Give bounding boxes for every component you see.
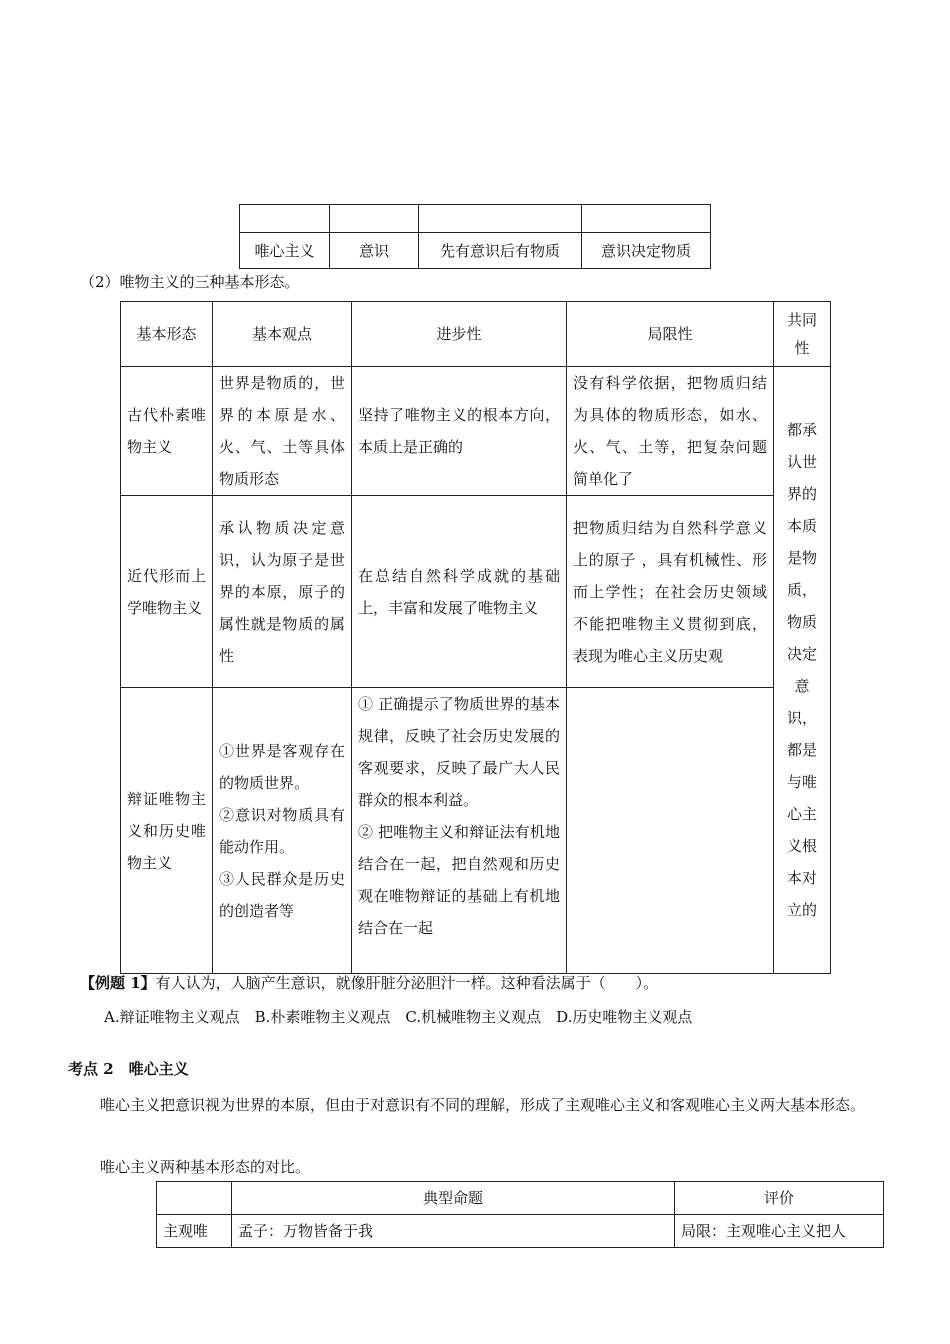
example-question <box>80 972 658 993</box>
header-cell <box>157 1182 232 1215</box>
materialism-forms-table <box>120 301 831 974</box>
example-label: 【例题 1】 <box>80 974 156 992</box>
header-cell: 局限性 <box>567 302 774 367</box>
idealism-table <box>156 1181 884 1248</box>
form-view <box>213 688 352 974</box>
progress-item: ② 把唯物主义和辩证法有机地结合在一起，把自然观和历史观在唯物辩证的基础上有机地结合在一起 <box>358 823 560 937</box>
section-heading: （2）唯物主义的三种基本形态。 <box>80 273 300 291</box>
header-cell: 评价 <box>675 1182 884 1215</box>
form-view: 承认物质决定意识，认为原子是世界的本原，原子的属性就是物质的属性 <box>213 496 352 688</box>
form-limit: 把物质归结为自然科学意义上的原子 ，具有机械性、形而上学性；在社会历史领域不能把唯物主义贯彻到底，表现为唯心主义历史观 <box>567 496 774 688</box>
header-cell: 基本形态 <box>121 302 213 367</box>
table-cell: 主观唯 <box>157 1215 232 1248</box>
top-table-empty-cell <box>240 205 330 233</box>
view-item: ②意识对物质具有能动作用。 <box>219 805 345 856</box>
form-progress: 坚持了唯物主义的根本方向，本质上是正确的 <box>352 367 567 496</box>
top-table-empty-cell <box>330 205 419 233</box>
form-limit: 没有科学依据，把物质归结为具体的物质形态，如水、火、气、土等，把复杂问题简单化了 <box>567 367 774 496</box>
progress-item: ① 正确提示了物质世界的基本规律，反映了社会历史发展的客观要求，反映了最广大人民群众的根本利益。 <box>358 695 560 809</box>
table-cell: 局限：主观唯心主义把人 <box>675 1215 884 1248</box>
form-progress <box>352 688 567 974</box>
top-table-cell: 先有意识后有物质 <box>419 233 582 269</box>
form-name: 近代形而上学唯物主义 <box>121 496 213 688</box>
common-cell: 都承认世界的本质是物质，物质决定意识，都是与唯心主义根本对立的 <box>774 367 831 974</box>
form-view: 世界是物质的，世界的本原是水、火、气、土等具体物质形态 <box>213 367 352 496</box>
view-item: ③人民群众是历史的创造者等 <box>219 869 345 920</box>
header-cell: 共同性 <box>774 302 831 367</box>
kaodian-title: 考点 2 唯心主义 <box>68 1060 189 1078</box>
example-options: A.辩证唯物主义观点 B.朴素唯物主义观点 C.机械唯物主义观点 D.历史唯物主义观点 <box>104 1008 693 1026</box>
header-cell: 典型命题 <box>232 1182 675 1215</box>
example-text: 有人认为，人脑产生意识，就像肝脏分泌胆汁一样。这种看法属于（ ）。 <box>155 974 659 992</box>
form-name: 辩证唯物主义和历史唯物主义 <box>121 688 213 974</box>
top-table-empty-cell <box>582 205 711 233</box>
kaodian-paragraph-2: 唯心主义两种基本形态的对比。 <box>100 1158 311 1176</box>
header-cell: 进步性 <box>352 302 567 367</box>
table-cell: 孟子：万物皆备于我 <box>232 1215 675 1248</box>
top-table-empty-cell <box>419 205 582 233</box>
top-table <box>239 204 711 269</box>
view-item: ①世界是客观存在的物质世界。 <box>219 741 345 792</box>
top-table-cell: 唯心主义 <box>240 233 330 269</box>
kaodian-paragraph: 唯心主义把意识视为世界的本原，但由于对意识有不同的理解，形成了主观唯心主义和客观唯心主义两大基本形态。 <box>100 1096 866 1114</box>
form-limit <box>567 688 774 974</box>
top-table-cell: 意识 <box>330 233 419 269</box>
top-table-cell: 意识决定物质 <box>582 233 711 269</box>
form-name: 古代朴素唯物主义 <box>121 367 213 496</box>
form-progress: 在总结自然科学成就的基础上，丰富和发展了唯物主义 <box>352 496 567 688</box>
header-cell: 基本观点 <box>213 302 352 367</box>
